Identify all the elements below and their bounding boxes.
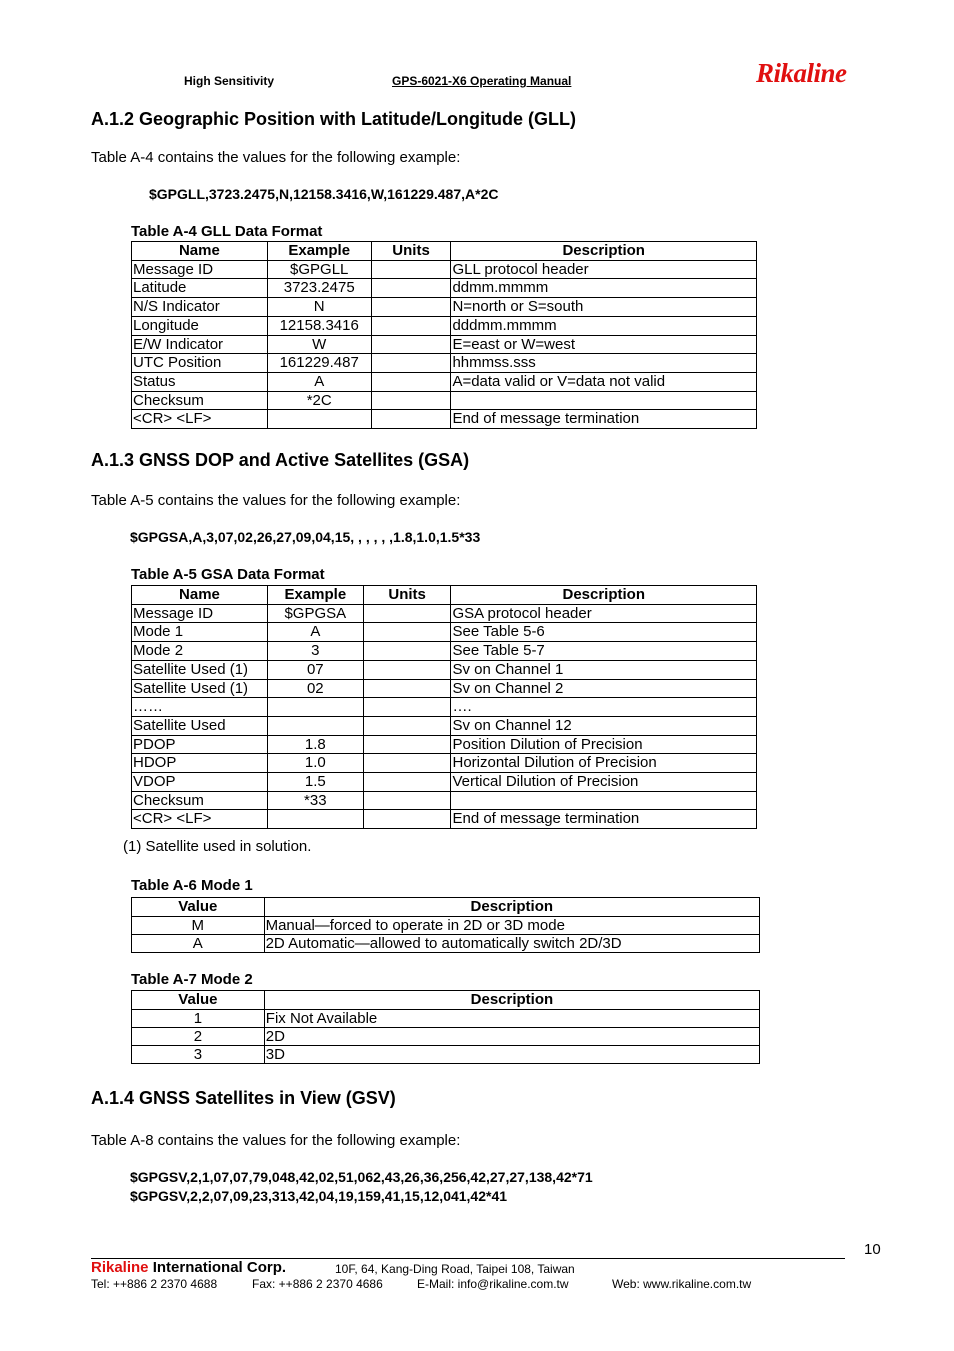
table-cell: Satellite Used (1) (132, 660, 268, 679)
table-row (132, 279, 757, 298)
table-cell: Latitude (132, 279, 268, 298)
table-cell: 1.8 (267, 735, 363, 754)
table-row (132, 810, 757, 829)
table-cell (363, 735, 451, 754)
table-cell: 02 (267, 679, 363, 698)
table-row (132, 354, 757, 373)
table-cell: Vertical Dilution of Precision (451, 773, 757, 792)
table-cell: Satellite Used (1) (132, 679, 268, 698)
table-cell (363, 660, 451, 679)
table-cell: 161229.487 (267, 354, 371, 373)
mode2-table-header (132, 991, 760, 1010)
gsv-example-2: $GPGSV,2,2,07,09,23,313,42,04,19,159,41,15,12,041,42*41 (130, 1188, 508, 1204)
table-cell: Message ID (132, 260, 268, 279)
gsa-table-header (132, 586, 757, 605)
table-cell: Mode 1 (132, 623, 268, 642)
section-heading-gll: A.1.2 Geographic Position with Latitude/Longitude (GLL) (91, 109, 576, 129)
gsv-intro: Table A-8 contains the values for the following example: (91, 1132, 461, 1149)
table-cell (371, 279, 451, 298)
table-row (132, 604, 757, 623)
table-cell: Sv on Channel 2 (451, 679, 757, 698)
table-header-row (132, 586, 757, 605)
gsa-data-table (131, 585, 757, 829)
column-header: Value (132, 898, 265, 917)
table-cell: 07 (267, 660, 363, 679)
table-row (132, 660, 757, 679)
table-cell (267, 716, 363, 735)
table-cell (451, 391, 757, 410)
table-cell: PDOP (132, 735, 268, 754)
table-row (132, 679, 757, 698)
footer-address: 10F, 64, Kang-Ding Road, Taipei 108, Taiwan (335, 1262, 575, 1276)
table-cell (371, 260, 451, 279)
table-cell: See Table 5-7 (451, 642, 757, 661)
table-cell: Checksum (132, 791, 268, 810)
column-header: Name (132, 586, 268, 605)
gsa-intro: Table A-5 contains the values for the following example: (91, 492, 461, 509)
table-cell (363, 754, 451, 773)
table-row (132, 773, 757, 792)
gll-intro: Table A-4 contains the values for the following example: (91, 149, 461, 166)
section-heading-gsa: A.1.3 GNSS DOP and Active Satellites (GSA) (91, 450, 470, 470)
footer-email: E-Mail: info@rikaline.com.tw (417, 1277, 569, 1291)
table-row (132, 316, 757, 335)
footer-company (91, 1259, 286, 1276)
table-cell: *2C (267, 391, 371, 410)
table-cell: HDOP (132, 754, 268, 773)
table-cell: End of message termination (451, 810, 757, 829)
table-cell (363, 773, 451, 792)
column-header: Value (132, 991, 265, 1010)
table-row (132, 1027, 760, 1045)
table-cell: A (132, 934, 265, 952)
header-manual-title: GPS-6021-X6 Operating Manual (392, 74, 572, 88)
mode1-table-caption: Table A-6 Mode 1 (131, 877, 253, 894)
table-cell: M (132, 916, 265, 934)
table-row (132, 916, 760, 934)
table-cell: 3 (132, 1046, 265, 1064)
column-header: Units (371, 242, 451, 261)
table-cell (267, 810, 363, 829)
column-header: Description (264, 991, 759, 1010)
table-cell: VDOP (132, 773, 268, 792)
mode2-table-caption: Table A-7 Mode 2 (131, 971, 253, 988)
table-cell: 3D (264, 1046, 759, 1064)
table-cell: 1.5 (267, 773, 363, 792)
column-header: Example (267, 586, 363, 605)
rikaline-logo: Rikaline (756, 58, 847, 88)
table-cell: Sv on Channel 12 (451, 716, 757, 735)
table-cell: hhmmss.sss (451, 354, 757, 373)
table-cell (371, 354, 451, 373)
table-cell: GLL protocol header (451, 260, 757, 279)
table-cell (371, 391, 451, 410)
table-cell (363, 716, 451, 735)
table-cell: 2D (264, 1027, 759, 1045)
section-heading-gsv: A.1.4 GNSS Satellites in View (GSV) (91, 1088, 396, 1108)
column-header: Units (363, 586, 451, 605)
table-cell: 12158.3416 (267, 316, 371, 335)
table-cell: Satellite Used (132, 716, 268, 735)
column-header: Name (132, 242, 268, 261)
footer-fax: Fax: ++886 2 2370 4686 (252, 1277, 383, 1291)
mode1-table-body (132, 916, 760, 952)
footer-web: Web: www.rikaline.com.tw (612, 1277, 752, 1291)
table-cell (371, 335, 451, 354)
table-cell: Horizontal Dilution of Precision (451, 754, 757, 773)
table-row (132, 391, 757, 410)
table-row (132, 791, 757, 810)
table-cell: 1.0 (267, 754, 363, 773)
table-cell: E=east or W=west (451, 335, 757, 354)
table-cell: Longitude (132, 316, 268, 335)
table-cell (371, 298, 451, 317)
table-cell (371, 316, 451, 335)
table-cell: 1 (132, 1009, 265, 1027)
gsa-table-caption: Table A-5 GSA Data Format (131, 566, 325, 583)
footer-tel: Tel: ++886 2 2370 4688 (91, 1277, 218, 1291)
table-row (132, 410, 757, 429)
table-row (132, 698, 757, 717)
table-cell: W (267, 335, 371, 354)
table-cell (371, 372, 451, 391)
table-cell: N=north or S=south (451, 298, 757, 317)
table-row (132, 1009, 760, 1027)
gsv-example-1: $GPGSV,2,1,07,07,79,048,42,02,51,062,43,26,36,256,42,27,27,138,42*71 (130, 1169, 593, 1185)
footer-company-name: International Corp. (148, 1259, 287, 1276)
table-row (132, 934, 760, 952)
table-cell: *33 (267, 791, 363, 810)
table-cell (363, 791, 451, 810)
table-cell: 3 (267, 642, 363, 661)
table-cell: Status (132, 372, 268, 391)
table-cell: $GPGSA (267, 604, 363, 623)
table-cell: 3723.2475 (267, 279, 371, 298)
column-header: Example (267, 242, 371, 261)
table-cell: 2D Automatic—allowed to automatically switch 2D/3D (264, 934, 759, 952)
table-row (132, 372, 757, 391)
table-cell (371, 410, 451, 429)
mode1-table (131, 897, 760, 953)
table-cell: End of message termination (451, 410, 757, 429)
table-cell: A (267, 623, 363, 642)
table-cell: E/W Indicator (132, 335, 268, 354)
table-header-row (132, 898, 760, 917)
table-cell: $GPGLL (267, 260, 371, 279)
table-row (132, 716, 757, 735)
table-cell: ddmm.mmmm (451, 279, 757, 298)
table-cell: Position Dilution of Precision (451, 735, 757, 754)
table-cell (363, 604, 451, 623)
table-row (132, 623, 757, 642)
mode2-table-body (132, 1009, 760, 1064)
table-row (132, 1046, 760, 1064)
table-cell: Fix Not Available (264, 1009, 759, 1027)
gll-table-body (132, 260, 757, 428)
mode1-table-header (132, 898, 760, 917)
table-cell: UTC Position (132, 354, 268, 373)
table-cell (363, 698, 451, 717)
footer-brand: Rikaline (91, 1259, 149, 1276)
column-header: Description (451, 242, 757, 261)
column-header: Description (264, 898, 759, 917)
table-row (132, 642, 757, 661)
table-cell: N (267, 298, 371, 317)
table-cell: Message ID (132, 604, 268, 623)
table-row (132, 754, 757, 773)
gll-table-header (132, 242, 757, 261)
mode2-table (131, 990, 760, 1064)
gsa-example: $GPGSA,A,3,07,02,26,27,09,04,15, , , , , ,1.8,1.0,1.5*33 (130, 529, 481, 545)
table-cell: Sv on Channel 1 (451, 660, 757, 679)
table-cell: A (267, 372, 371, 391)
table-cell (363, 623, 451, 642)
table-cell: Mode 2 (132, 642, 268, 661)
table-cell: See Table 5-6 (451, 623, 757, 642)
table-cell (267, 410, 371, 429)
table-cell: Checksum (132, 391, 268, 410)
table-cell: 2 (132, 1027, 265, 1045)
table-row (132, 298, 757, 317)
gsa-table-body (132, 604, 757, 828)
gll-table-caption: Table A-4 GLL Data Format (131, 223, 323, 240)
table-row (132, 335, 757, 354)
table-cell: dddmm.mmmm (451, 316, 757, 335)
header-left-text: High Sensitivity (184, 74, 275, 88)
table-cell: <CR> <LF> (132, 410, 268, 429)
table-cell: GSA protocol header (451, 604, 757, 623)
table-cell (267, 698, 363, 717)
gll-data-table (131, 241, 757, 429)
table-cell (363, 642, 451, 661)
table-cell (451, 791, 757, 810)
page-number: 10 (864, 1241, 881, 1258)
table-cell: …. (451, 698, 757, 717)
gll-example: $GPGLL,3723.2475,N,12158.3416,W,161229.487,A*2C (149, 186, 499, 202)
table-cell: <CR> <LF> (132, 810, 268, 829)
table-row (132, 735, 757, 754)
table-cell: N/S Indicator (132, 298, 268, 317)
table-cell: …… (132, 698, 268, 717)
table-cell (363, 810, 451, 829)
table-header-row (132, 991, 760, 1010)
table-header-row (132, 242, 757, 261)
table-cell: Manual—forced to operate in 2D or 3D mode (264, 916, 759, 934)
column-header: Description (451, 586, 757, 605)
table-row (132, 260, 757, 279)
gsa-footnote: (1) Satellite used in solution. (123, 838, 312, 855)
table-cell (363, 679, 451, 698)
table-cell: A=data valid or V=data not valid (451, 372, 757, 391)
